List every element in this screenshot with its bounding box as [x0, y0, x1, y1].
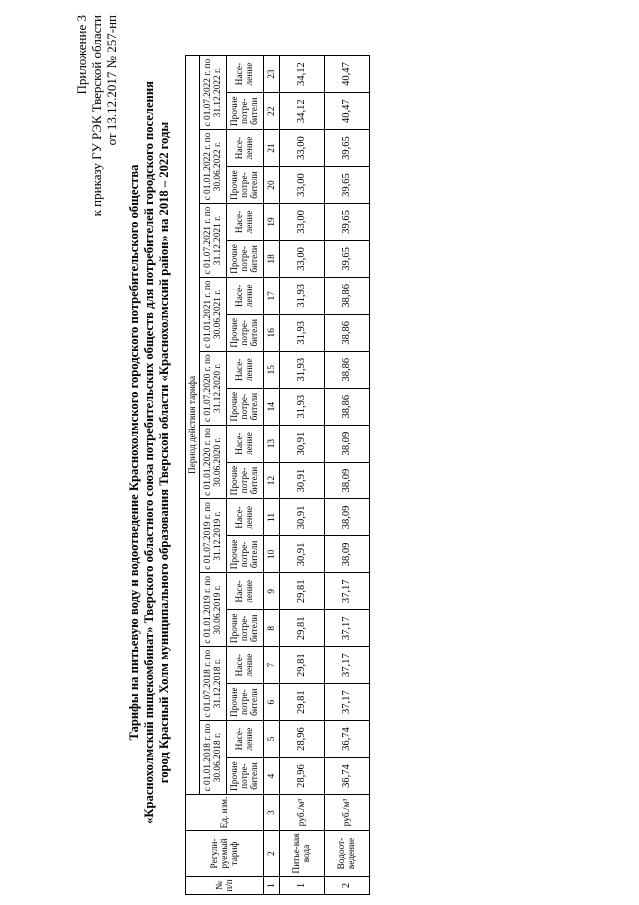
- column-number: 17: [264, 277, 280, 314]
- tariff-value: 36,74: [325, 758, 370, 795]
- header-period-6: с 01.07.2020 г. по 31.12.2020 г.: [200, 351, 227, 425]
- header-period: Период действия тарифа: [186, 56, 200, 795]
- tariff-value: 33,00: [280, 130, 325, 167]
- column-number: 8: [264, 610, 280, 647]
- tariff-value: 33,00: [280, 204, 325, 241]
- tariff-value: 31,93: [280, 314, 325, 351]
- column-number: 3: [264, 795, 280, 831]
- tariff-value: 38,09: [325, 499, 370, 536]
- column-number: 12: [264, 462, 280, 499]
- tariff-value: 30,91: [280, 462, 325, 499]
- tariff-value: 40,47: [325, 93, 370, 130]
- tariff-value: 29,81: [280, 573, 325, 610]
- header-number: № п/п: [186, 877, 264, 895]
- column-number: 4: [264, 758, 280, 795]
- tariff-value: 30,91: [280, 499, 325, 536]
- tariff-value: 34,12: [280, 93, 325, 130]
- header-period-3: с 01.01.2019 г. по 30.06.2019 г.: [200, 573, 227, 647]
- tariff-value: 37,17: [325, 684, 370, 721]
- header-population: Насе-ление: [227, 130, 264, 167]
- row-number: 2: [325, 877, 370, 895]
- tariff-value: 39,65: [325, 204, 370, 241]
- tariff-value: 38,09: [325, 536, 370, 573]
- tariff-value: 39,65: [325, 240, 370, 277]
- row-service: Водоот-ведение: [325, 831, 370, 877]
- tariff-value: 30,91: [280, 425, 325, 462]
- column-number: 23: [264, 56, 280, 93]
- header-other-consumers: Прочие потре-бители: [227, 388, 264, 425]
- tariff-value: 33,00: [280, 240, 325, 277]
- row-service: Питье-вая вода: [280, 831, 325, 877]
- title-line-3: город Красный Холм муниципального образования Тверской области «Краснохолмский район» на 2018 – 2022 годы: [157, 121, 171, 784]
- header-period-4: с 01.07.2019 г. по 31.12.2019 г.: [200, 499, 227, 573]
- tariff-value: 38,09: [325, 425, 370, 462]
- header-population: Насе-ление: [227, 499, 264, 536]
- title-line-1: Тарифы на питьевую воду и водоотведение Краснохолмского городского потребительского общества: [127, 164, 141, 741]
- tariff-value: 39,65: [325, 167, 370, 204]
- appendix-line-2: к приказу ГУ РЭК Тверской области: [89, 15, 104, 217]
- column-number: 2: [264, 831, 280, 877]
- column-number: 7: [264, 647, 280, 684]
- column-number: 13: [264, 425, 280, 462]
- tariff-value: 33,00: [280, 167, 325, 204]
- header-other-consumers: Прочие потре-бители: [227, 536, 264, 573]
- tariff-value: 29,81: [280, 610, 325, 647]
- title-line-2: «Краснохолмский пищекомбинат» Тверского областного союза потребительских обществ для потребителей городского поселения: [142, 81, 156, 824]
- document-title: [127, 60, 172, 845]
- header-other-consumers: Прочие потре-бители: [227, 240, 264, 277]
- column-number: 19: [264, 204, 280, 241]
- tariff-value: 37,17: [325, 610, 370, 647]
- header-unit: Ед. изм.: [186, 795, 264, 831]
- header-population: Насе-ление: [227, 56, 264, 93]
- column-number: 20: [264, 167, 280, 204]
- tariff-value: 28,96: [280, 758, 325, 795]
- header-population: Насе-ление: [227, 573, 264, 610]
- column-number: 14: [264, 388, 280, 425]
- header-other-consumers: Прочие потре-бители: [227, 93, 264, 130]
- tariff-table: [185, 55, 370, 895]
- column-number: 15: [264, 351, 280, 388]
- header-population: Насе-ление: [227, 204, 264, 241]
- header-population: Насе-ление: [227, 351, 264, 388]
- header-other-consumers: Прочие потре-бители: [227, 462, 264, 499]
- tariff-value: 31,93: [280, 277, 325, 314]
- tariff-value: 37,17: [325, 647, 370, 684]
- column-number: 1: [264, 877, 280, 895]
- column-number: 6: [264, 684, 280, 721]
- tariff-value: 40,47: [325, 56, 370, 93]
- tariff-value: 38,86: [325, 314, 370, 351]
- header-period-7: с 01.01.2021 г. по 30.06.2021 г.: [200, 277, 227, 351]
- column-number: 5: [264, 721, 280, 758]
- header-period-9: с 01.01.2022 г. по 30.06.2022 г.: [200, 130, 227, 204]
- table-row: [280, 56, 325, 895]
- row-unit: руб./м³: [280, 795, 325, 831]
- tariff-value: 37,17: [325, 573, 370, 610]
- header-population: Насе-ление: [227, 425, 264, 462]
- tariff-value: 31,93: [280, 388, 325, 425]
- column-number: 18: [264, 240, 280, 277]
- header-period-10: с 01.07.2022 г. по 31.12.2022 г.: [200, 56, 227, 130]
- header-period-1: с 01.01.2018 г. по 30.06.2018 г.: [200, 721, 227, 795]
- header-tariff: Регули-руемый тариф: [186, 831, 264, 877]
- appendix-line-1: Приложение 3: [74, 15, 89, 95]
- header-population: Насе-ление: [227, 721, 264, 758]
- column-number: 9: [264, 573, 280, 610]
- header-other-consumers: Прочие потре-бители: [227, 314, 264, 351]
- column-number: 21: [264, 130, 280, 167]
- header-population: Насе-ление: [227, 647, 264, 684]
- header-period-5: с 01.01.2020 г. по 30.06.2020 г.: [200, 425, 227, 499]
- tariff-value: 28,96: [280, 721, 325, 758]
- column-number: 10: [264, 536, 280, 573]
- tariff-value: 29,81: [280, 684, 325, 721]
- tariff-value: 34,12: [280, 56, 325, 93]
- column-number: 22: [264, 93, 280, 130]
- tariff-value: 38,86: [325, 277, 370, 314]
- header-population: Насе-ление: [227, 277, 264, 314]
- tariff-value: 38,86: [325, 388, 370, 425]
- tariff-value: 38,09: [325, 462, 370, 499]
- table-row: [325, 56, 370, 895]
- header-period-2: с 01.07.2018 г. по 31.12.2018 г.: [200, 647, 227, 721]
- tariff-value: 36,74: [325, 721, 370, 758]
- header-other-consumers: Прочие потре-бители: [227, 610, 264, 647]
- header-other-consumers: Прочие потре-бители: [227, 167, 264, 204]
- row-number: 1: [280, 877, 325, 895]
- column-number: 16: [264, 314, 280, 351]
- tariff-value: 38,86: [325, 351, 370, 388]
- header-other-consumers: Прочие потре-бители: [227, 684, 264, 721]
- tariff-value: 31,93: [280, 351, 325, 388]
- appendix-line-3: от 13.12.2017 № 257-нп: [104, 15, 119, 146]
- row-unit: руб./м³: [325, 795, 370, 831]
- tariff-value: 30,91: [280, 536, 325, 573]
- tariff-value: 39,65: [325, 130, 370, 167]
- header-period-8: с 01.07.2021 г. по 31.12.2021 г.: [200, 204, 227, 278]
- header-other-consumers: Прочие потре-бители: [227, 758, 264, 795]
- column-number: 11: [264, 499, 280, 536]
- tariff-value: 29,81: [280, 647, 325, 684]
- appendix-note: [74, 15, 119, 405]
